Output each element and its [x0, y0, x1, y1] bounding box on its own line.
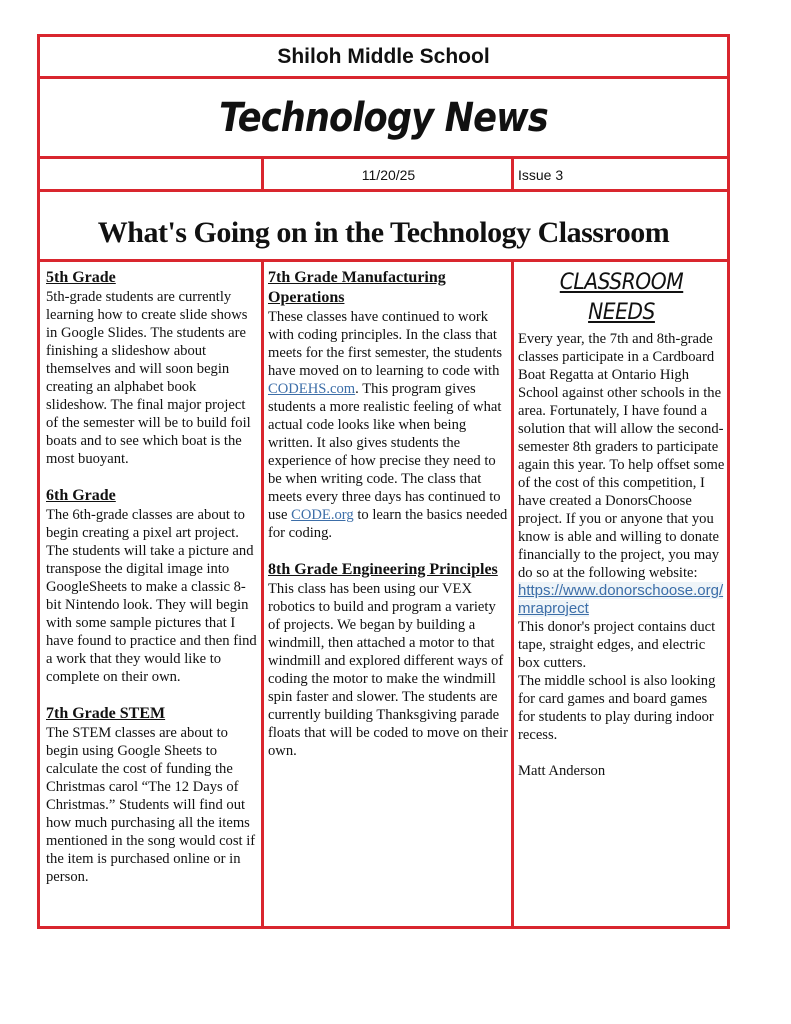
section-body: The 6th-grade classes are about to begin creating a pixel art project. The students will take a picture and transpose the digital image into GoogleSheets to make a classic 8-bit Nintendo look. They will begin with some sample pictures that I have found to practice and then find a work that they would like to complete on their own.: [46, 507, 257, 685]
issue-date: 11/20/25: [361, 166, 416, 183]
section-body: The STEM classes are about to begin using Google Sheets to calculate the cost of funding the Christmas carol “The 12 Days of Christmas.” Students will find out how much purchasing all the items mentioned in the song would cost if the item is purchased online or in person.: [46, 725, 256, 885]
games-request-paragraph: The middle school is also looking for card games and board games for students to play during indoor recess.: [518, 673, 716, 743]
issue-number: Issue 3: [518, 166, 564, 183]
section-heading: 7th Grade STEM: [46, 705, 166, 722]
page-headline: What's Going on in the Technology Classroom: [97, 216, 670, 249]
newsletter-title: Technology News: [219, 95, 548, 141]
heading-line-2: NEEDS: [588, 300, 655, 325]
section-7th-grade-stem: [46, 704, 258, 886]
classroom-needs-heading: [526, 268, 716, 328]
middle-column: [268, 268, 508, 760]
heading-line-1: CLASSROOM: [559, 270, 684, 295]
body-text: to learn the basics needed for coding.: [268, 507, 508, 541]
section-6th-grade: [46, 486, 258, 686]
section-heading: 8th Grade Engineering Principles: [268, 561, 498, 578]
left-column: [46, 268, 258, 886]
body-text: . This program gives students a more realistic feeling of what actual code looks like when being written. It also gives students the experience of how precise they need to be when writing code. The class that meets every three days has continued to use: [268, 381, 502, 523]
section-8th-grade-engineering: [268, 560, 508, 760]
school-name: Shiloh Middle School: [277, 45, 490, 68]
code-org-link[interactable]: CODE.org: [291, 507, 354, 523]
section-heading: 7th Grade Manufacturing Operations: [268, 269, 446, 306]
date-row-divider-left: [261, 157, 264, 191]
right-column: [518, 268, 725, 780]
divider-below-title: [37, 156, 730, 159]
column-divider-right: [511, 260, 514, 928]
section-body: This class has been using our VEX robotics to build and program a variety of projects. We began by building a windmill, then attached a motor to that windmill and explored different ways of coding the motor to make the windmill spin faster and slower. The students are currently building Thanksgiving parade floats that will be coded to move on their own.: [268, 581, 508, 759]
author-signature: Matt Anderson: [518, 763, 606, 779]
section-7th-grade-manufacturing: [268, 268, 508, 542]
section-5th-grade: [46, 268, 258, 468]
section-body: 5th-grade students are currently learning how to create slide shows in Google Slides. The students are finishing a slideshow about themselves and will soon begin creating an alphabet book slideshow. The final major project of the semester will be to build foil boats and to see which boat is the most buoyant.: [46, 289, 251, 467]
section-heading: 5th Grade: [46, 269, 116, 286]
body-text: These classes have continued to work with coding principles. In the class that meets for the first semester, the students have moved on to learning to code with: [268, 309, 503, 379]
regatta-paragraph: Every year, the 7th and 8th-grade classes participate in a Cardboard Boat Regatta at Ontario High School against other schools in the area. Fortunately, I have found a solution that will allow the second-semester 8th graders to participate again this year. To help offset some of the cost of this competition, I have created a DonorsChoose project. If you or anyone that you know is able and willing to donate financially to the project, you may do so at the following website:: [518, 331, 725, 581]
section-heading: 6th Grade: [46, 487, 116, 504]
column-divider-left: [261, 260, 264, 928]
section-body: [268, 308, 508, 542]
donor-project-paragraph: This donor's project contains duct tape, straight edges, and electric box cutters.: [518, 619, 716, 671]
divider-below-date-row: [37, 189, 730, 192]
codehs-link[interactable]: CODEHS.com: [268, 381, 356, 397]
divider-below-headline: [37, 259, 730, 262]
donorschoose-link[interactable]: https://www.donorschoose.org/mraproject: [518, 582, 724, 617]
